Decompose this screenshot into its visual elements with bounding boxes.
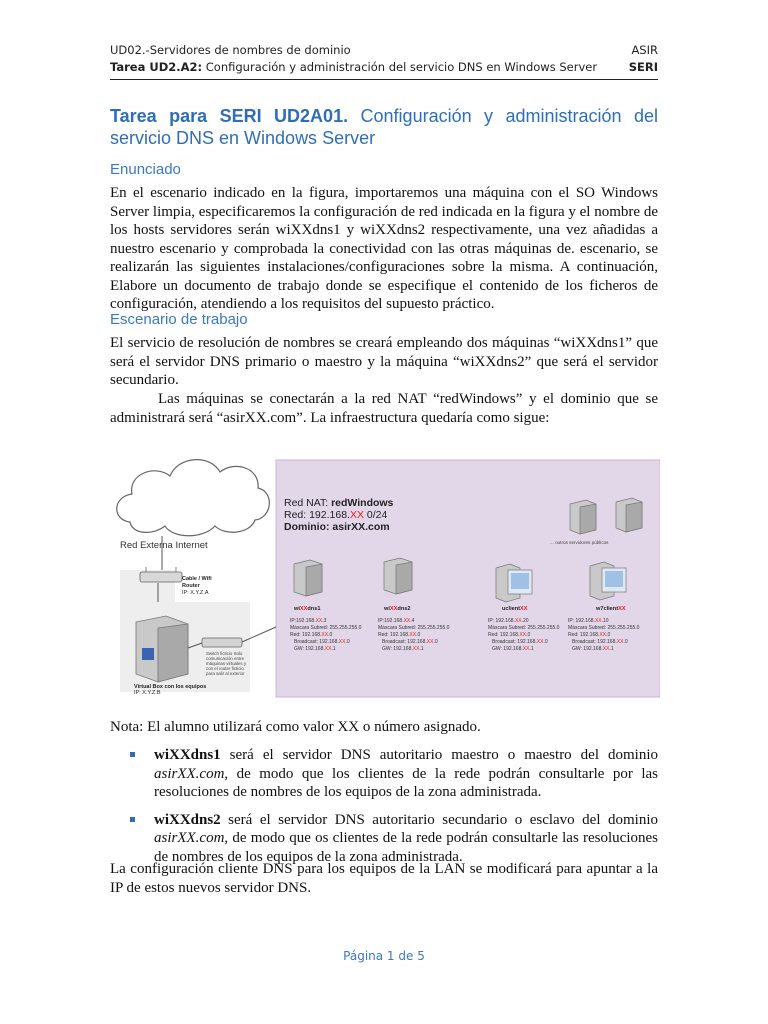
host-1-line-4: GW: 192.168.XX.1 (382, 646, 424, 652)
switch-note-3: máquinas virtuales y (206, 661, 247, 666)
host-3-line-2: Red: 192.168.XX.0 (568, 632, 611, 638)
paragraph-escenario: El servicio de resolución de nombres se creará empleando dos máquinas “wiXXdns1” que será el servidor DNS primario o maestro y la máquina “wiXXdns2” que será el servidor secundario. (110, 335, 658, 388)
host-3-line-0: IP: 192.168.XX.10 (568, 618, 609, 624)
router-label-1: Cable / Wifi (182, 576, 212, 582)
paragraph-infraestructura: Las máquinas se conectarán a la red NAT “redWindows” y el dominio que se administrará será “asirXX.com”. La infraestructura quedaría como sigue: (110, 391, 658, 426)
bullet-dns2-name: wiXXdns2 (154, 811, 221, 828)
switch-note-2: comunicación entre (206, 656, 245, 661)
header-line-2 (110, 60, 658, 74)
header-line-1 (110, 43, 658, 57)
server-icon-dns1 (294, 560, 322, 596)
host-2-line-4: GW: 192.168.XX.1 (492, 646, 534, 652)
bullet-list (110, 746, 658, 875)
section-escenario: Escenario de trabajo (110, 311, 248, 328)
public-server-icon (616, 498, 642, 532)
router-label-2: Router (182, 583, 200, 589)
host-1-line-0: IP:192.168.XX.4 (378, 618, 415, 624)
network-diagram (110, 452, 660, 702)
bullet-dns1-name: wiXXdns1 (154, 747, 221, 763)
paragraph-final: La configuración cliente DNS para los equipos de la LAN se modificará para apuntar a la IP de estos nuevos servidor DNS. (110, 861, 658, 896)
switch-note-1: Switch ficticio Solo (206, 651, 243, 656)
host-2-line-3: Broadcast: 192.168.XX.0 (492, 639, 548, 645)
host-3-line-3: Broadcast: 192.168.XX.0 (572, 639, 628, 645)
host-2-line-1: Máscara Subred: 255.255.255.0 (488, 625, 560, 631)
host-name-1: wiXXdns2 (384, 606, 411, 612)
host-0-line-0: IP:192.168.XX.3 (290, 618, 327, 624)
bullet-marker (130, 817, 135, 822)
host-2-line-2: Red: 192.168.XX.0 (488, 632, 531, 638)
server-icon-dns2 (384, 558, 412, 594)
bullet-dns2 (110, 811, 658, 867)
vbox-label: Virtual Box con los equipos (134, 684, 207, 690)
header-subject: UD02.-Servidores de nombres de dominio (110, 43, 351, 57)
bullet-marker (130, 752, 135, 757)
host-0-line-3: Broadcast: 192.168.XX.0 (294, 639, 350, 645)
host-0-line-4: GW: 192.168.XX.1 (294, 646, 336, 652)
switch-note-5: para salir al exterior (206, 671, 245, 676)
host-0-line-2: Red: 192.168.XX.0 (290, 632, 333, 638)
header-module: SERI (628, 60, 658, 74)
vbox-ip: IP: X.Y.Z.B (134, 690, 161, 696)
bullet-dns1-text1: será el servidor DNS autoritario maestro o maestro del dominio (220, 747, 658, 763)
section-enunciado: Enunciado (110, 161, 181, 178)
switch-icon (202, 638, 242, 647)
bullet-dns2-domain: asirXX.com (154, 830, 225, 846)
host-0-line-1: Máscara Subred: 255.255.255.0 (290, 625, 362, 631)
host-name-2: uclientXX (502, 606, 528, 612)
header-task-title: Configuración y administración del servicio DNS en Windows Server (202, 60, 598, 74)
bullet-dns1 (110, 746, 658, 802)
host-3-line-1: Máscara Subred: 255.255.255.0 (568, 625, 640, 631)
router-ip: IP: X.Y.Z.A (182, 590, 209, 596)
bullet-dns2-text1: será el servidor DNS autoritario secundario o esclavo del dominio (220, 811, 658, 828)
public-server-icon (570, 500, 596, 534)
host-1-line-2: Red: 192.168.XX.0 (378, 632, 421, 638)
host-2-line-0: IP: 192.168.XX.20 (488, 618, 529, 624)
paragraph-nota: Nota: El alumno utilizará como valor XX o número asignado. (110, 719, 481, 735)
host-name-3: w7clientXX (596, 606, 626, 612)
title-bold: Tarea para SERI UD2A01. (110, 106, 349, 126)
page-number: Página 1 de 5 (343, 949, 425, 963)
host-1-line-1: Máscara Subred: 255.255.255.0 (378, 625, 450, 631)
header-course: ASIR (631, 43, 658, 57)
router-icon (140, 567, 182, 582)
bullet-dns1-domain: asirXX.com (154, 765, 225, 782)
header-divider (110, 79, 658, 80)
nat-domain-line: Dominio: asirXX.com (284, 521, 390, 533)
paragraph-enunciado: En el escenario indicado en la figura, importaremos una máquina con el SO Windows Server limpia, especificaremos la configuración de red indicada en la figura y el nombre de los hosts servidores serán wiXXdns1 y wiXXdns2 respectivamente, una vez añadidas a nuestro escenario y comprobada la conectividad con las otras máquinas de. escenario, se realizarán las siguientes instalaciones/configuraciones sobre la misma. A continuación, Elabore un documento de trabajo donde se especifique el contenido de los ficheros de configuración, atendiendo a los requisitos del supuesto práctico. (110, 185, 658, 312)
virtualbox-host-icon (136, 616, 188, 682)
switch-note-4: con el router ficticio (206, 666, 244, 671)
page-title (110, 105, 658, 149)
nat-net-line: Red: 192.168.XX 0/24 (284, 509, 388, 521)
host-1-line-3: Broadcast: 192.168.XX.0 (382, 639, 438, 645)
host-3-line-4: GW: 192.168.XX.1 (572, 646, 614, 652)
header-task-label: Tarea UD2.A2: (110, 60, 203, 74)
host-name-0: wiXXdns1 (294, 606, 321, 612)
cloud-label: Red Externa Internet (120, 540, 208, 551)
public-servers-label: ... outros servidores públicos (550, 540, 609, 545)
nat-name-line: Red NAT: redWindows (284, 497, 394, 509)
bullet-dns1-text2: , de modo que los clientes de la rede podrán consultarle por las resoluciones de nombres de los equipos de la zona administrada. (154, 765, 658, 800)
title-rest: Configuración y administración del servicio DNS en Windows Server (110, 106, 658, 148)
internet-cloud (117, 460, 270, 536)
bullet-dns2-text2: , de modo que os clientes de la rede podrán consultarle las resoluciones de nombres de los equipos de la zona administrada. (154, 830, 658, 865)
